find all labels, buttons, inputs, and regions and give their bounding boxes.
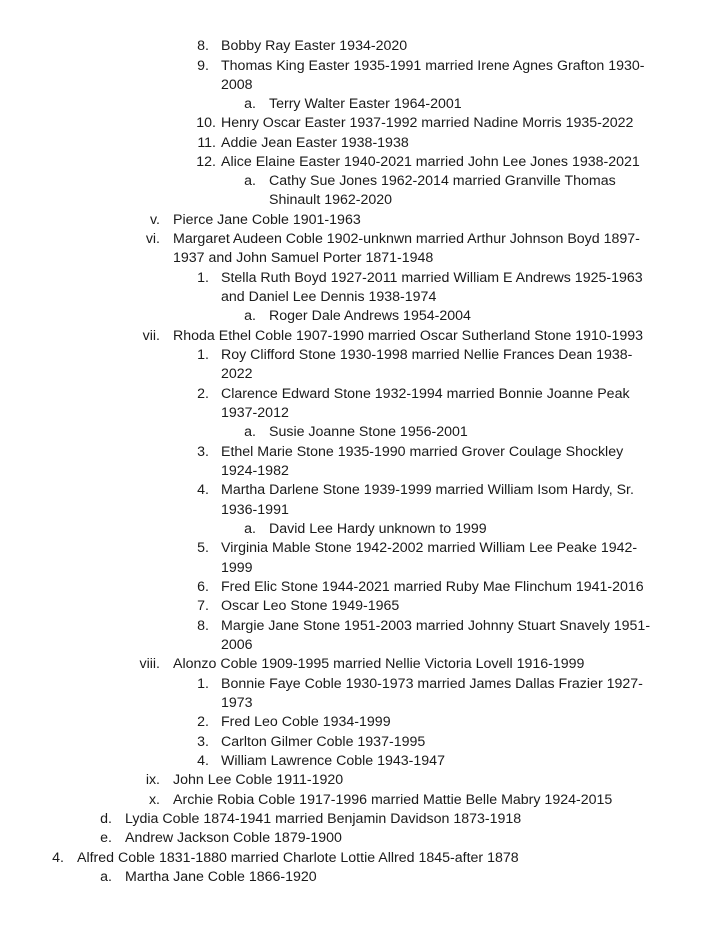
list-text: David Lee Hardy unknown to 1999 <box>269 521 487 537</box>
list-marker: vii. <box>142 328 160 344</box>
list-text: Margie Jane Stone 1951-2003 married Johnny Stuart Snavely 1951- <box>221 618 651 634</box>
list-text: Archie Robia Coble 1917-1996 married Mattie Belle Mabry 1924-2015 <box>173 792 613 808</box>
list-text: William Lawrence Coble 1943-1947 <box>221 753 445 769</box>
list-marker: 9. <box>197 58 209 74</box>
list-text: 2006 <box>221 637 253 653</box>
list-text: Terry Walter Easter 1964-2001 <box>269 96 462 112</box>
list-marker: 4. <box>197 753 209 769</box>
list-text: 1999 <box>221 560 253 576</box>
list-marker: 12. <box>196 154 216 170</box>
list-text: Bonnie Faye Coble 1930-1973 married James Dallas Frazier 1927- <box>221 676 643 692</box>
list-text: Carlton Gilmer Coble 1937-1995 <box>221 734 426 750</box>
list-marker: ix. <box>145 772 160 788</box>
list-marker: 3. <box>197 734 209 750</box>
list-text: Martha Jane Coble 1866-1920 <box>125 869 317 885</box>
list-marker: 8. <box>197 38 209 54</box>
list-text: and Daniel Lee Dennis 1938-1974 <box>221 289 437 305</box>
list-marker: a. <box>100 869 112 885</box>
list-text: Fred Leo Coble 1934-1999 <box>221 714 391 730</box>
list-text: Alice Elaine Easter 1940-2021 married John Lee Jones 1938-2021 <box>221 154 640 170</box>
list-marker: 1. <box>197 347 209 363</box>
list-text: Henry Oscar Easter 1937-1992 married Nadine Morris 1935-2022 <box>221 115 634 131</box>
list-text: Roger Dale Andrews 1954-2004 <box>269 308 471 324</box>
list-marker: 4. <box>52 850 64 866</box>
list-text: Ethel Marie Stone 1935-1990 married Grover Coulage Shockley <box>221 444 624 460</box>
list-text: Rhoda Ethel Coble 1907-1990 married Oscar Sutherland Stone 1910-1993 <box>173 328 644 344</box>
list-marker: 2. <box>197 714 209 730</box>
list-text: Roy Clifford Stone 1930-1998 married Nellie Frances Dean 1938- <box>221 347 633 363</box>
list-marker: 6. <box>197 579 209 595</box>
list-text: Andrew Jackson Coble 1879-1900 <box>125 830 342 846</box>
list-marker: a. <box>244 424 256 440</box>
list-marker: a. <box>244 173 256 189</box>
list-text: Fred Elic Stone 1944-2021 married Ruby Mae Flinchum 1941-2016 <box>221 579 644 595</box>
list-text: Alfred Coble 1831-1880 married Charlote Lottie Allred 1845-after 1878 <box>77 850 519 866</box>
list-marker: 1. <box>197 270 209 286</box>
list-marker: v. <box>150 212 160 228</box>
list-marker: 1. <box>197 676 209 692</box>
list-text: 1937-2012 <box>221 405 289 421</box>
list-text: Shinault 1962-2020 <box>269 192 393 208</box>
list-text: Oscar Leo Stone 1949-1965 <box>221 598 400 614</box>
list-text: Pierce Jane Coble 1901-1963 <box>173 212 361 228</box>
list-text: Clarence Edward Stone 1932-1994 married Bonnie Joanne Peak <box>221 386 630 402</box>
list-text: Lydia Coble 1874-1941 married Benjamin Davidson 1873-1918 <box>125 811 522 827</box>
list-text: Addie Jean Easter 1938-1938 <box>221 135 409 151</box>
list-marker: e. <box>100 830 112 846</box>
list-marker: 2. <box>197 386 209 402</box>
list-text: 1936-1991 <box>221 502 289 518</box>
list-text: 1973 <box>221 695 253 711</box>
list-marker: a. <box>244 521 256 537</box>
list-text: 2008 <box>221 77 253 93</box>
list-text: Thomas King Easter 1935-1991 married Irene Agnes Grafton 1930- <box>221 58 645 74</box>
list-marker: 7. <box>197 598 209 614</box>
list-marker: a. <box>244 96 256 112</box>
list-marker: 10. <box>196 115 216 131</box>
list-marker: 8. <box>197 618 209 634</box>
list-marker: a. <box>244 308 256 324</box>
list-marker: 4. <box>197 482 209 498</box>
list-marker: 3. <box>197 444 209 460</box>
list-text: Susie Joanne Stone 1956-2001 <box>269 424 468 440</box>
list-text: 2022 <box>221 366 253 382</box>
list-text: Stella Ruth Boyd 1927-2011 married William E Andrews 1925-1963 <box>221 270 643 286</box>
list-marker: x. <box>148 792 160 808</box>
list-marker: viii. <box>139 656 160 672</box>
list-text: 1924-1982 <box>221 463 289 479</box>
list-marker: 11. <box>197 135 216 151</box>
list-text: John Lee Coble 1911-1920 <box>173 772 344 788</box>
list-marker: d. <box>100 811 112 827</box>
list-text: Cathy Sue Jones 1962-2014 married Granville Thomas <box>269 173 616 189</box>
list-text: Martha Darlene Stone 1939-1999 married William Isom Hardy, Sr. <box>221 482 634 498</box>
list-text: Virginia Mable Stone 1942-2002 married William Lee Peake 1942- <box>221 540 638 556</box>
list-marker: 5. <box>197 540 209 556</box>
list-marker: vi. <box>145 231 160 247</box>
list-text: Bobby Ray Easter 1934-2020 <box>221 38 408 54</box>
list-text: Margaret Audeen Coble 1902-unknwn married Arthur Johnson Boyd 1897- <box>173 231 640 247</box>
list-text: 1937 and John Samuel Porter 1871-1948 <box>173 250 434 266</box>
list-text: Alonzo Coble 1909-1995 married Nellie Victoria Lovell 1916-1999 <box>173 656 585 672</box>
